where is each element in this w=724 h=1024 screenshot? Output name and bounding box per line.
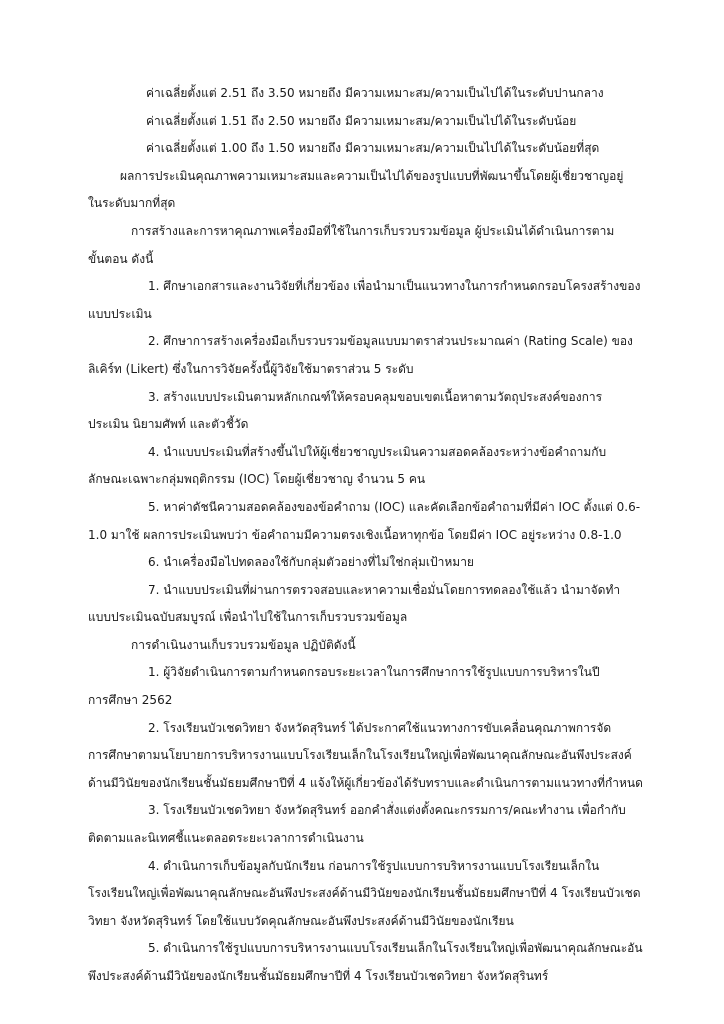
- list-item-continuation: ด้านมีวินัยของนักเรียนชั้นมัธยมศึกษาปีที่ 4 แจ้งให้ผู้เกี่ยวข้องได้รับทราบและดำเนินการตามแนวทางที่กำหนด: [88, 775, 643, 790]
- list-item-continuation: การศึกษาตามนโยบายการบริหารงานแบบโรงเรียนเล็กในโรงเรียนใหญ่เพื่อพัฒนาคุณลักษณะอันพึงประสงค์: [88, 748, 632, 763]
- list-item-continuation: แบบประเมินฉบับสมบูรณ์ เพื่อนำไปใช้ในการเก็บรวบรวมข้อมูล: [88, 610, 408, 625]
- list-item-line: 1. ศึกษาเอกสารและงานวิจัยที่เกี่ยวข้อง เพื่อนำมาเป็นแนวทางในการกำหนดกรอบโครงสร้างของ: [148, 279, 641, 294]
- list-item-line: 4. ดำเนินการเก็บข้อมูลกับนักเรียน ก่อนการใช้รูปแบบการบริหารงานแบบโรงเรียนเล็กใน: [148, 858, 600, 873]
- list-item-continuation: ติดตามและนิเทศชี้แนะตลอดระยะเวลาการดำเนินงาน: [88, 831, 364, 846]
- list-item-continuation: ประเมิน นิยามศัพท์ และตัวชี้วัด: [88, 417, 249, 432]
- paragraph-line: ผลการประเมินคุณภาพความเหมาะสมและความเป็นไปได้ของรูปแบบที่พัฒนาขึ้นโดยผู้เชี่ยวชาญอยู่: [120, 168, 624, 183]
- list-item-line: 1. ผู้วิจัยดำเนินการตามกำหนดกรอบระยะเวลาในการศึกษาการใช้รูปแบบการบริหารในปี: [148, 665, 600, 680]
- list-item-continuation: การศึกษา 2562: [88, 693, 173, 708]
- list-item-continuation: 1.0 มาใช้ ผลการประเมินพบว่า ข้อคำถามมีความตรงเชิงเนื้อหาทุกข้อ โดยมีค่า IOC อยู่ระหว่าง 0.8-1.0: [88, 527, 622, 542]
- paragraph-line: ในระดับมากที่สุด: [88, 196, 176, 211]
- list-item-line: 2. โรงเรียนบัวเชดวิทยา จังหวัดสุรินทร์ ได้ประกาศใช้แนวทางการขับเคลื่อนคุณภาพการจัด: [148, 720, 612, 735]
- list-item-line: 3. โรงเรียนบัวเชดวิทยา จังหวัดสุรินทร์ ออกคำสั่งแต่งตั้งคณะกรรมการ/คณะทำงาน เพื่อกำกับ: [148, 803, 626, 818]
- list-item-line: 2. ศึกษาการสร้างเครื่องมือเก็บรวบรวมข้อมูลแบบมาตราส่วนประมาณค่า (Rating Scale) ของ: [148, 334, 633, 349]
- list-item-line: 7. นำแบบประเมินที่ผ่านการตรวจสอบและหาความเชื่อมั่นโดยการทดลองใช้แล้ว นำมาจัดทำ: [148, 582, 621, 597]
- section-heading-line: การดำเนินงานเก็บรวบรวมข้อมูล ปฏิบัติดังนี้: [131, 637, 356, 652]
- paragraph-line: การสร้างและการหาคุณภาพเครื่องมือที่ใช้ในการเก็บรวบรวมข้อมูล ผู้ประเมินได้ดำเนินการตาม: [131, 223, 615, 238]
- list-item-continuation: พึงประสงค์ด้านมีวินัยของนักเรียนชั้นมัธยมศึกษาปีที่ 4 โรงเรียนบัวเชดวิทยา จังหวัดสุรินทร์: [88, 969, 549, 983]
- list-item-line: 4. นำแบบประเมินที่สร้างขึ้นไปให้ผู้เชี่ยวชาญประเมินความสอดคล้องระหว่างข้อคำถามกับ: [148, 444, 607, 459]
- criteria-line-lowest: ค่าเฉลี่ยตั้งแต่ 1.00 ถึง 1.50 หมายถึง มีความเหมาะสม/ความเป็นไปได้ในระดับน้อยที่สุด: [146, 141, 600, 156]
- list-item-continuation: วิทยา จังหวัดสุรินทร์ โดยใช้แบบวัดคุณลักษณะอันพึงประสงค์ด้านมีวินัยของนักเรียน: [88, 913, 514, 928]
- list-item-continuation: ลิเคิร์ท (Likert) ซึ่งในการวิจัยครั้งนี้ผู้วิจัยใช้มาตราส่วน 5 ระดับ: [88, 361, 414, 376]
- list-item-continuation: ลักษณะเฉพาะกลุ่มพฤติกรรม (IOC) โดยผู้เชี่ยวชาญ จำนวน 5 คน: [88, 472, 426, 487]
- list-item-continuation: แบบประเมิน: [88, 306, 152, 321]
- criteria-line-low: ค่าเฉลี่ยตั้งแต่ 1.51 ถึง 2.50 หมายถึง มีความเหมาะสม/ความเป็นไปได้ในระดับน้อย: [146, 113, 577, 128]
- list-item-line: 5. หาค่าดัชนีความสอดคล้องของข้อคำถาม (IOC) และคัดเลือกข้อคำถามที่มีค่า IOC ตั้งแต่ 0.6-: [148, 499, 641, 514]
- list-item-line: 5. ดำเนินการใช้รูปแบบการบริหารงานแบบโรงเรียนเล็กในโรงเรียนใหญ่เพื่อพัฒนาคุณลักษณะอัน: [148, 941, 643, 956]
- list-item-continuation: โรงเรียนใหญ่เพื่อพัฒนาคุณลักษณะอันพึงประสงค์ด้านมีวินัยของนักเรียนชั้นมัธยมศึกษาปีที่ 4 โรงเรียนบัวเชด: [88, 886, 641, 901]
- criteria-line-moderate: ค่าเฉลี่ยตั้งแต่ 2.51 ถึง 3.50 หมายถึง มีความเหมาะสม/ความเป็นไปได้ในระดับปานกลาง: [146, 86, 604, 100]
- paragraph-line: ขั้นตอน ดังนี้: [88, 251, 154, 266]
- list-item-line: 3. สร้างแบบประเมินตามหลักเกณฑ์ให้ครอบคลุมขอบเขตเนื้อหาตามวัตถุประสงค์ของการ: [148, 389, 603, 404]
- document-body: [88, 80, 648, 991]
- list-item-line: 6. นำเครื่องมือไปทดลองใช้กับกลุ่มตัวอย่างที่ไม่ใช่กลุ่มเป้าหมาย: [148, 555, 474, 570]
